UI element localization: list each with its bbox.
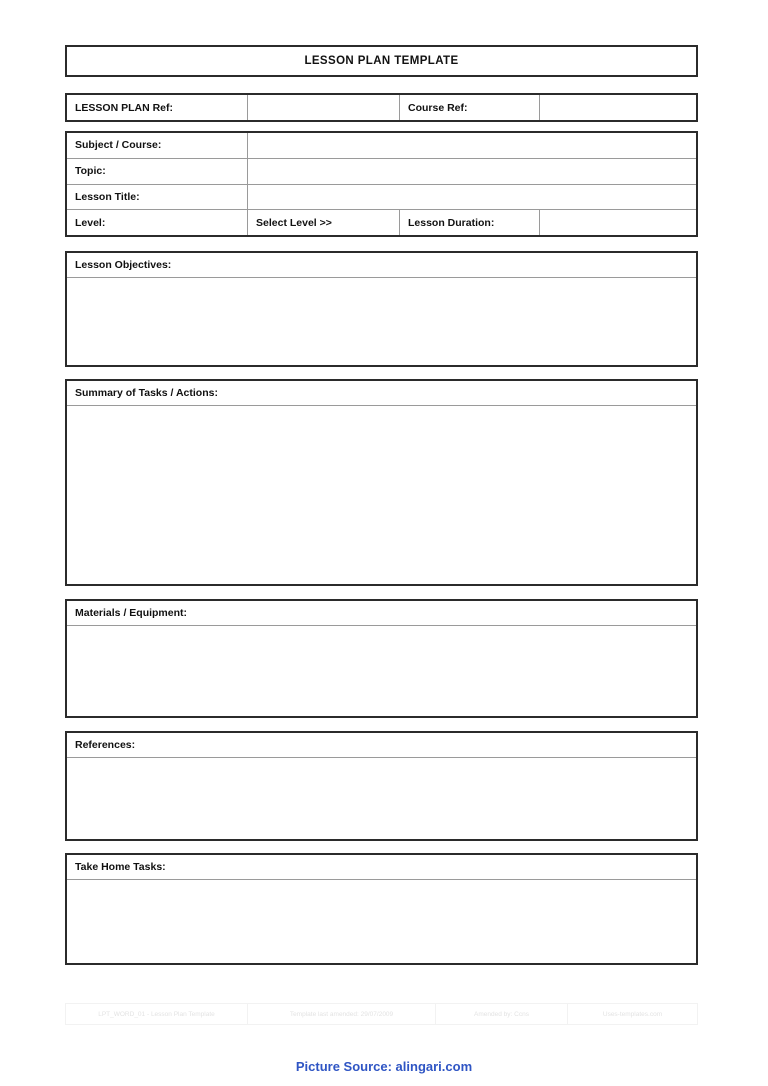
page-title: LESSON PLAN TEMPLATE bbox=[304, 55, 459, 67]
section-heading-references: References: bbox=[67, 733, 696, 758]
section-heading-take-home-tasks: Take Home Tasks: bbox=[67, 855, 696, 880]
section-heading-lesson-objectives: Lesson Objectives: bbox=[67, 253, 696, 278]
table-row-subject bbox=[67, 133, 696, 159]
section-heading-summary-of-tasks: Summary of Tasks / Actions: bbox=[67, 381, 696, 406]
table-row-topic bbox=[67, 159, 696, 185]
reference-row bbox=[65, 93, 698, 122]
subject-course-input[interactable] bbox=[248, 133, 696, 158]
select-level-dropdown[interactable]: Select Level >> bbox=[248, 210, 400, 235]
section-heading-materials-equipment: Materials / Equipment: bbox=[67, 601, 696, 626]
section-lesson-objectives bbox=[65, 251, 698, 367]
section-references bbox=[65, 731, 698, 841]
lesson-title-input[interactable] bbox=[248, 185, 696, 210]
section-materials-equipment bbox=[65, 599, 698, 718]
level-label: Level: bbox=[67, 210, 248, 235]
footer-document-id: LPT_WORD_01 - Lesson Plan Template bbox=[66, 1004, 248, 1024]
document-footer bbox=[65, 1003, 698, 1025]
picture-source-caption: Picture Source: alingari.com bbox=[295, 1059, 473, 1074]
footer-website: Uses-templates.com bbox=[602, 1010, 663, 1018]
section-body-materials-equipment[interactable] bbox=[67, 626, 696, 716]
lesson-details-table bbox=[65, 131, 698, 237]
lesson-plan-ref-input[interactable] bbox=[248, 95, 400, 120]
footer-amended-by: Amended by: Ccns bbox=[436, 1004, 568, 1024]
lesson-title-label: Lesson Title: bbox=[67, 185, 248, 210]
section-body-lesson-objectives[interactable] bbox=[67, 278, 696, 365]
course-ref-input[interactable] bbox=[540, 95, 696, 120]
lesson-duration-label: Lesson Duration: bbox=[400, 210, 540, 235]
section-summary-of-tasks bbox=[65, 379, 698, 586]
document-title-bar bbox=[65, 45, 698, 77]
course-ref-label: Course Ref: bbox=[400, 95, 540, 120]
topic-input[interactable] bbox=[248, 159, 696, 184]
table-row-lesson-title bbox=[67, 185, 696, 211]
lesson-duration-input[interactable] bbox=[540, 210, 696, 235]
footer-amended-date: Template last amended: 29/07/2009 bbox=[248, 1004, 436, 1024]
subject-course-label: Subject / Course: bbox=[67, 133, 248, 158]
section-take-home-tasks bbox=[65, 853, 698, 965]
lesson-plan-document bbox=[65, 0, 698, 1040]
section-body-summary-of-tasks[interactable] bbox=[67, 406, 696, 584]
table-row-level bbox=[67, 210, 696, 235]
section-body-take-home-tasks[interactable] bbox=[67, 880, 696, 963]
section-body-references[interactable] bbox=[67, 758, 696, 839]
topic-label: Topic: bbox=[67, 159, 248, 184]
lesson-plan-ref-label: LESSON PLAN Ref: bbox=[67, 95, 248, 120]
